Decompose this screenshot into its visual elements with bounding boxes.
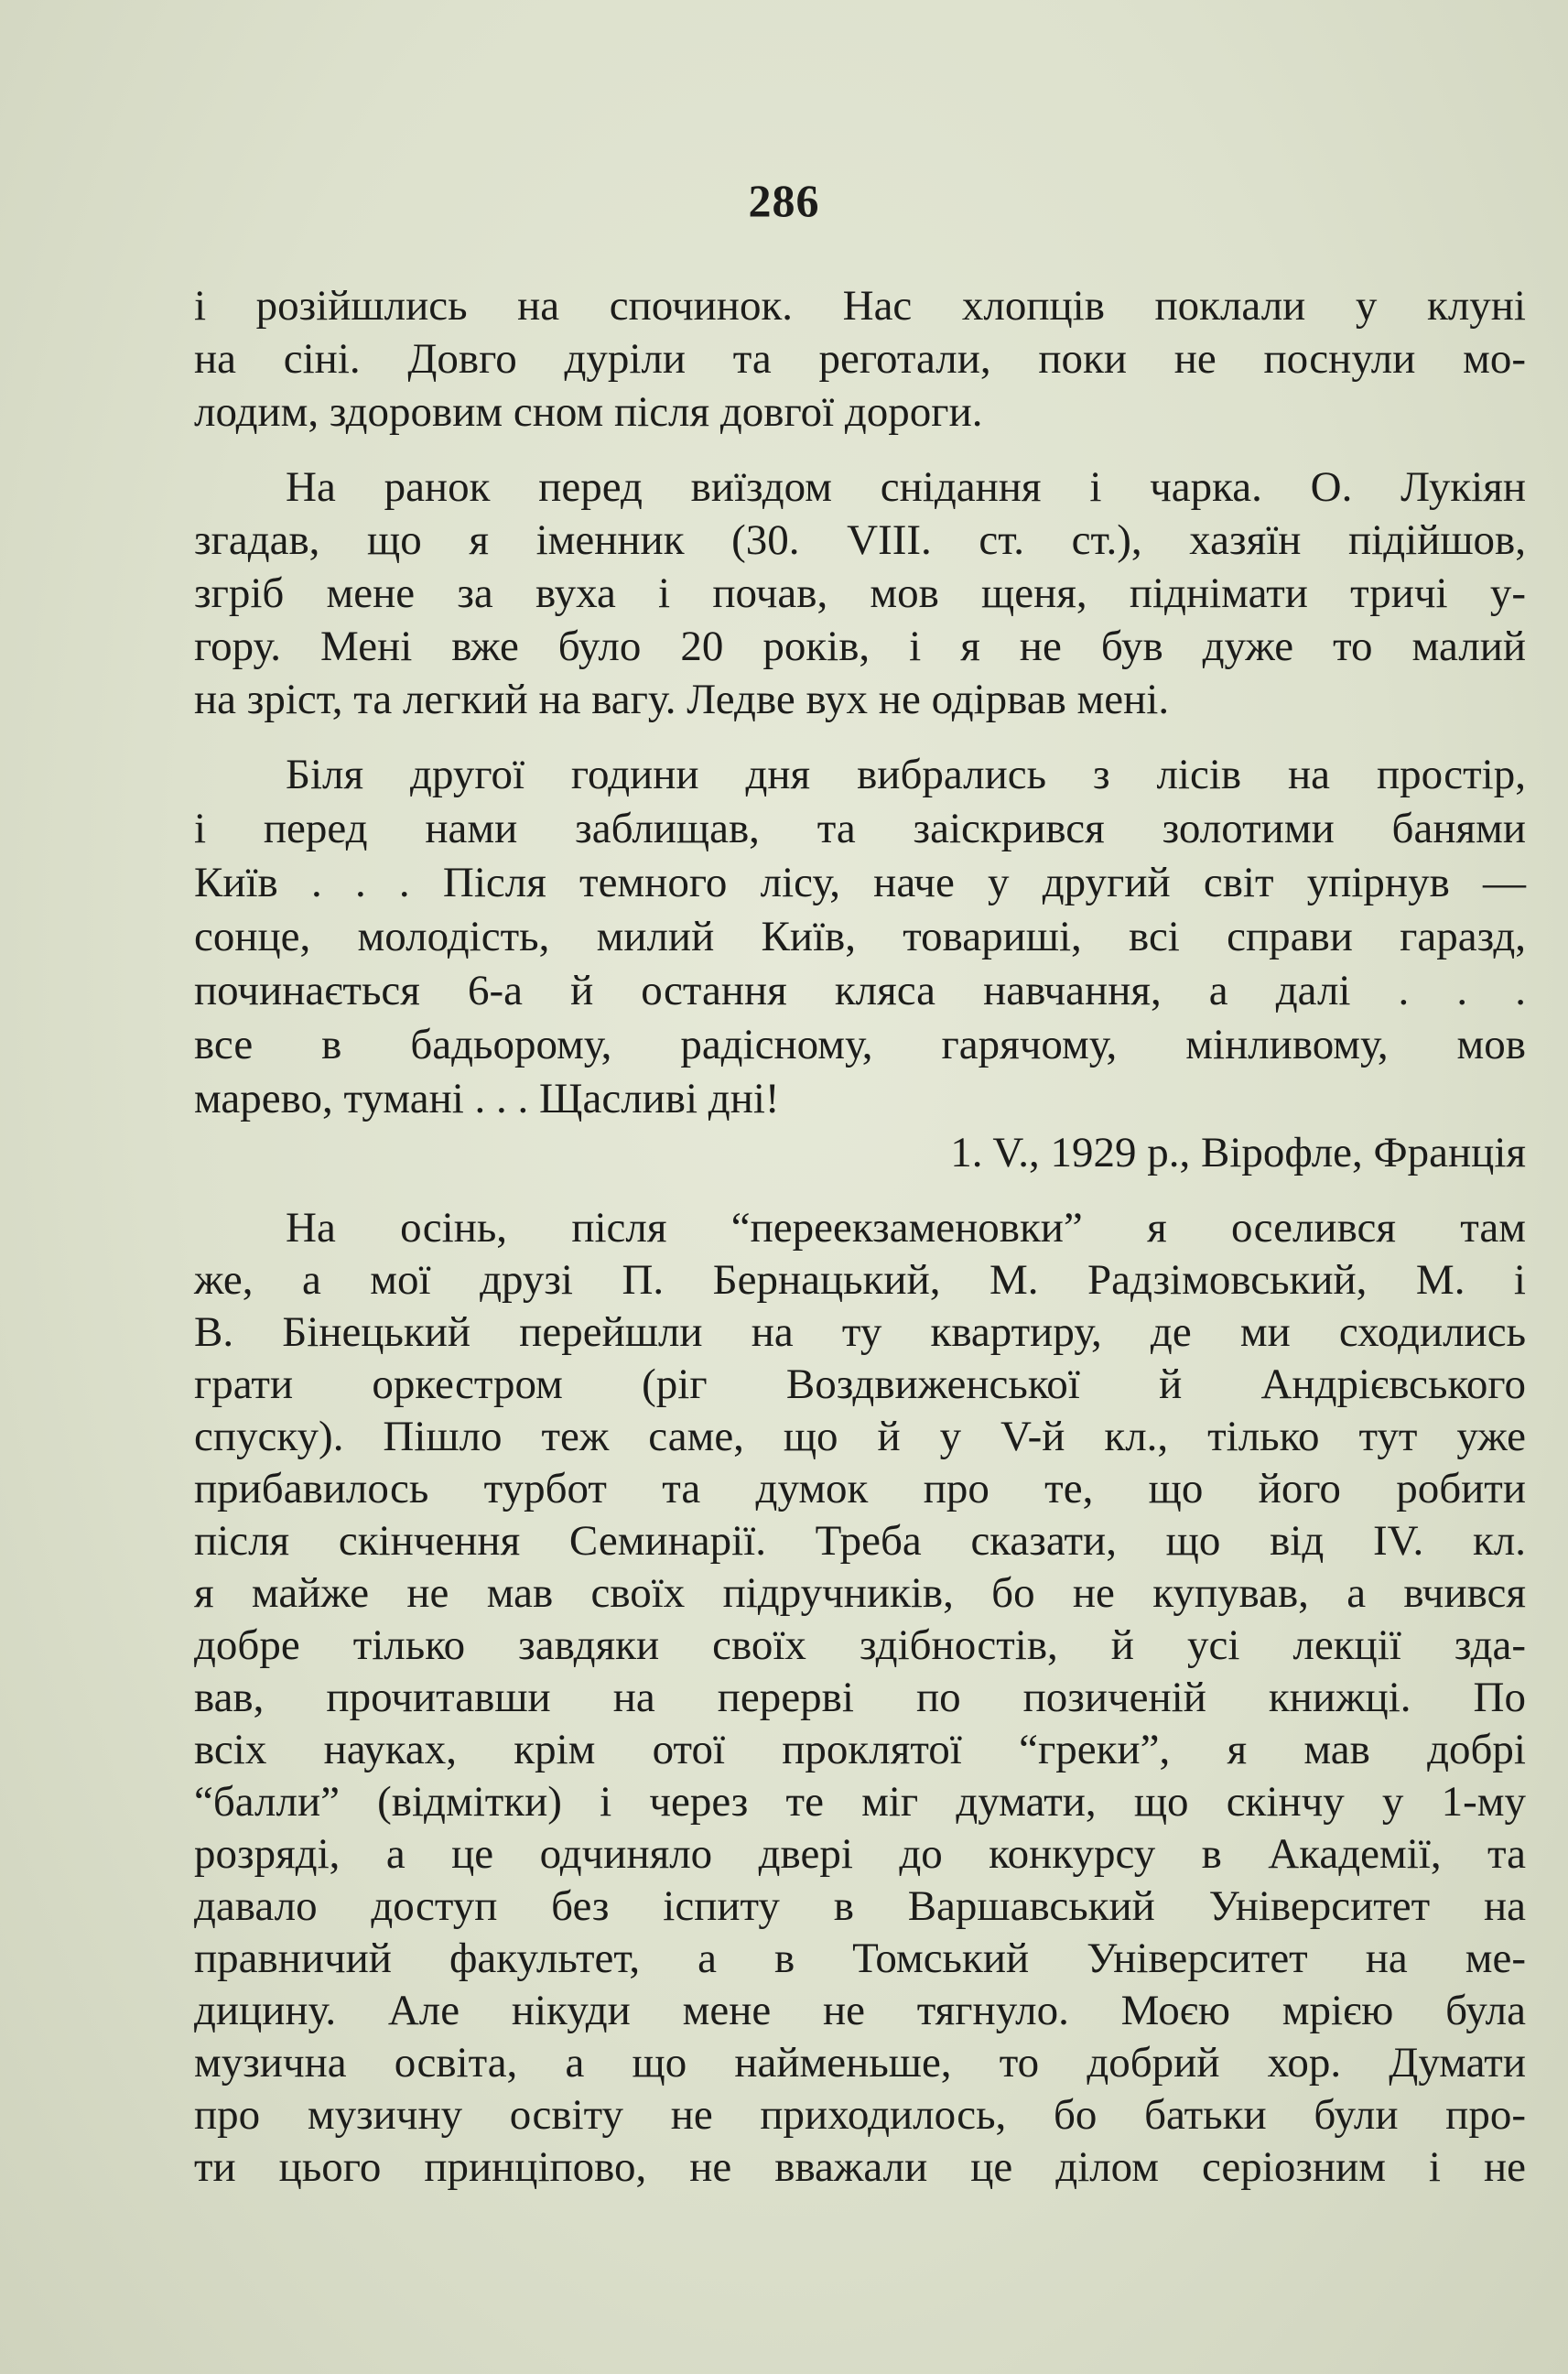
text-line: вав, прочитавши на перерві по позиченій книжці. По — [194, 1674, 1526, 1721]
text-line: дицину. Але нікуди мене не тягнуло. Моєю мрією була — [194, 1987, 1526, 2034]
text-line: починається 6-а й остання кляса навчання, а далі . . . — [194, 967, 1526, 1014]
paragraph-gap — [194, 1179, 1526, 1201]
text-line: На осінь, після “переекзаменовки” я оселився там — [286, 1204, 1526, 1252]
text-line: давало доступ без іспиту в Варшавський Університет на — [194, 1882, 1526, 1930]
text-line: спуску). Пішло теж саме, що й у V-й кл., тілько тут уже — [194, 1413, 1526, 1460]
text-line: добре тілько завдяки своїх здібностів, й усі лекції зда- — [194, 1621, 1526, 1669]
text-line: я майже не мав своїх підручників, бо не купував, а вчився — [194, 1569, 1526, 1617]
text-line: і перед нами заблищав, та заіскрився золотими банями — [194, 805, 1526, 852]
paragraph-gap — [194, 726, 1526, 748]
text-line: всіх науках, крім отої проклятої “греки”, я мав добрі — [194, 1726, 1526, 1773]
text-line: прибавилось турбот та думок про те, що його робити — [194, 1465, 1526, 1512]
paragraph-gap — [194, 439, 1526, 461]
text-line: на зріст, та легкий на вагу. Ледве вух не одірвав мені. — [194, 676, 1170, 723]
text-line: На ранок перед виїздом снідання і чарка. О. Лукіян — [286, 463, 1526, 511]
text-line: лодим, здоровим сном після довгої дороги. — [194, 388, 983, 436]
paragraph-4 — [194, 1201, 1526, 2193]
date-place-signature: 1. V., 1929 р., Вірофле, Франція — [950, 1129, 1526, 1176]
text-line: все в бадьорому, радісному, гарячому, мінливому, мов — [194, 1021, 1526, 1068]
text-line: марево, тумані . . . Щасливі дні! — [194, 1075, 780, 1122]
text-line: сонце, молодість, милий Київ, товариші, всі справи гаразд, — [194, 913, 1526, 960]
text-line: розряді, а це одчиняло двері до конкурсу в Академії, та — [194, 1830, 1526, 1878]
body-text — [194, 279, 1526, 2193]
text-line: згріб мене за вуха і почав, мов щеня, піднімати тричі у- — [194, 569, 1526, 617]
text-line: В. Бінецький перейшли на ту квартиру, де ми сходились — [194, 1308, 1526, 1356]
text-line: же, а мої друзі П. Бернацький, М. Радзімовський, М. і — [194, 1256, 1526, 1304]
paragraph-1 — [194, 279, 1526, 439]
paragraph-3 — [194, 748, 1526, 1179]
text-line: ти цього принціпово, не вважали це ділом серіозним і не — [194, 2143, 1526, 2191]
text-line: грати оркестром (ріг Воздвиженської й Андрієвського — [194, 1360, 1526, 1408]
text-line: про музичну освіту не приходилось, бо батьки були про- — [194, 2091, 1526, 2139]
text-line: Біля другої години дня вибрались з лісів на простір, — [286, 751, 1526, 798]
text-line: на сіні. Довго дуріли та реготали, поки не поснули мо- — [194, 335, 1526, 383]
text-line: музична освіта, а що найменьше, то добрий хор. Думати — [194, 2039, 1526, 2087]
page-number: 286 — [748, 175, 820, 226]
text-line: і розійшлись на спочинок. Нас хлопців поклали у клуні — [194, 282, 1526, 330]
text-line: гору. Мені вже було 20 років, і я не був дуже то малий — [194, 623, 1526, 670]
text-line: “балли” (відмітки) і через те міг думати, що скінчу у 1-му — [194, 1778, 1526, 1826]
text-line: згадав, що я іменник (30. VIII. ст. ст.), хазяїн підійшов, — [194, 516, 1526, 564]
text-line: правничий факультет, а в Томський Університет на ме- — [194, 1935, 1526, 1982]
paragraph-2 — [194, 461, 1526, 726]
text-line: Київ . . . Після темного лісу, наче у другий світ упірнув — — [194, 859, 1526, 906]
text-line: після скінчення Семинарії. Треба сказати, що від IV. кл. — [194, 1517, 1526, 1565]
